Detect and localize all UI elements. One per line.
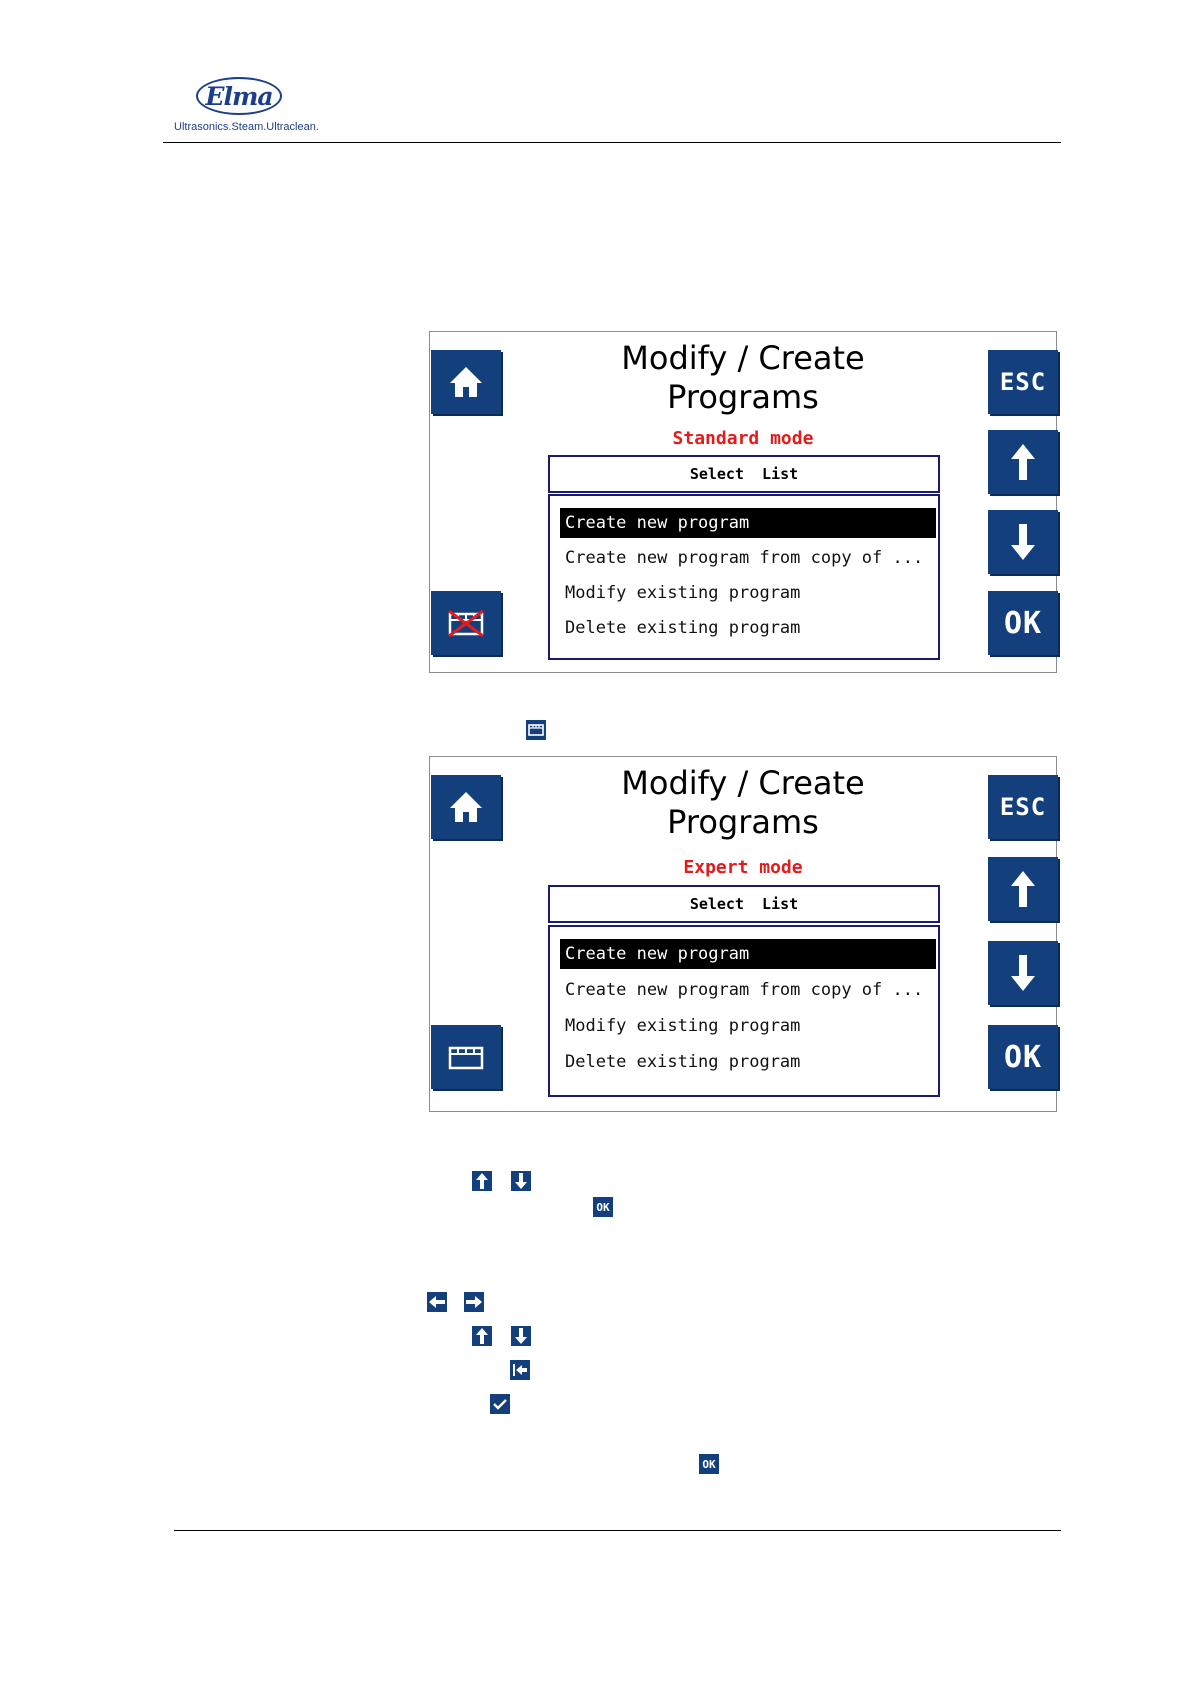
list-item[interactable]: Modify existing program bbox=[565, 1016, 801, 1036]
scroll-up-button[interactable] bbox=[988, 430, 1058, 494]
esc-button[interactable]: ESC bbox=[988, 775, 1058, 839]
home-icon bbox=[448, 790, 484, 824]
expert-mode-button[interactable] bbox=[431, 1025, 501, 1089]
esc-button[interactable]: ESC bbox=[988, 350, 1058, 414]
arrow-right-icon bbox=[464, 1292, 484, 1312]
arrow-down-icon bbox=[1009, 954, 1037, 992]
scroll-up-button[interactable] bbox=[988, 857, 1058, 921]
home-button[interactable] bbox=[431, 350, 501, 414]
list-item[interactable]: Create new program bbox=[560, 939, 936, 969]
expert-mode-icon bbox=[526, 720, 546, 740]
logo-wordmark: Elma bbox=[205, 81, 273, 111]
scroll-down-button[interactable] bbox=[988, 510, 1058, 574]
device-screen-expert bbox=[429, 756, 1057, 1112]
home-button[interactable] bbox=[431, 775, 501, 839]
mode-label: Standard mode bbox=[672, 428, 814, 449]
arrow-up-icon bbox=[472, 1171, 492, 1191]
checkmark-icon bbox=[490, 1394, 510, 1414]
arrow-up-icon bbox=[1009, 443, 1037, 481]
select-list-header: Select List bbox=[548, 885, 940, 923]
list-item[interactable]: Create new program from copy of ... bbox=[565, 980, 924, 1000]
list-item[interactable]: Create new program bbox=[560, 508, 936, 538]
list-item[interactable]: Delete existing program bbox=[565, 1052, 801, 1072]
ok-button[interactable]: OK bbox=[988, 591, 1058, 655]
expert-mode-disabled-icon bbox=[448, 608, 484, 638]
program-menu-list bbox=[548, 925, 940, 1097]
header-rule bbox=[163, 142, 1061, 143]
screen-title-line1: Modify / Create bbox=[621, 764, 865, 802]
list-item[interactable]: Create new program from copy of ... bbox=[565, 548, 924, 568]
expert-mode-icon bbox=[448, 1042, 484, 1072]
logo-tagline: Ultrasonics.Steam.Ultraclean. bbox=[174, 121, 319, 133]
arrow-up-icon bbox=[472, 1326, 492, 1346]
ok-icon: OK bbox=[593, 1197, 613, 1217]
expert-mode-disabled-button[interactable] bbox=[431, 591, 501, 655]
mode-label: Expert mode bbox=[683, 857, 803, 878]
screen-title-line2: Programs bbox=[667, 803, 819, 841]
footer-rule bbox=[174, 1530, 1061, 1531]
home-icon bbox=[448, 365, 484, 399]
ok-button[interactable]: OK bbox=[988, 1025, 1058, 1089]
arrow-up-icon bbox=[1009, 870, 1037, 908]
screen-title-line2: Programs bbox=[667, 378, 819, 416]
screen-title-line1: Modify / Create bbox=[621, 339, 865, 377]
device-screen-standard bbox=[429, 331, 1057, 673]
elma-logo bbox=[196, 77, 282, 115]
scroll-down-button[interactable] bbox=[988, 941, 1058, 1005]
list-item[interactable]: Delete existing program bbox=[565, 618, 801, 638]
program-menu-list bbox=[548, 494, 940, 660]
ok-icon: OK bbox=[699, 1454, 719, 1474]
arrow-left-icon bbox=[427, 1292, 447, 1312]
arrow-down-icon bbox=[511, 1171, 531, 1191]
arrow-down-icon bbox=[1009, 523, 1037, 561]
arrow-down-icon bbox=[511, 1326, 531, 1346]
list-item[interactable]: Modify existing program bbox=[565, 583, 801, 603]
select-list-header: Select List bbox=[548, 455, 940, 493]
backspace-icon bbox=[510, 1360, 530, 1380]
